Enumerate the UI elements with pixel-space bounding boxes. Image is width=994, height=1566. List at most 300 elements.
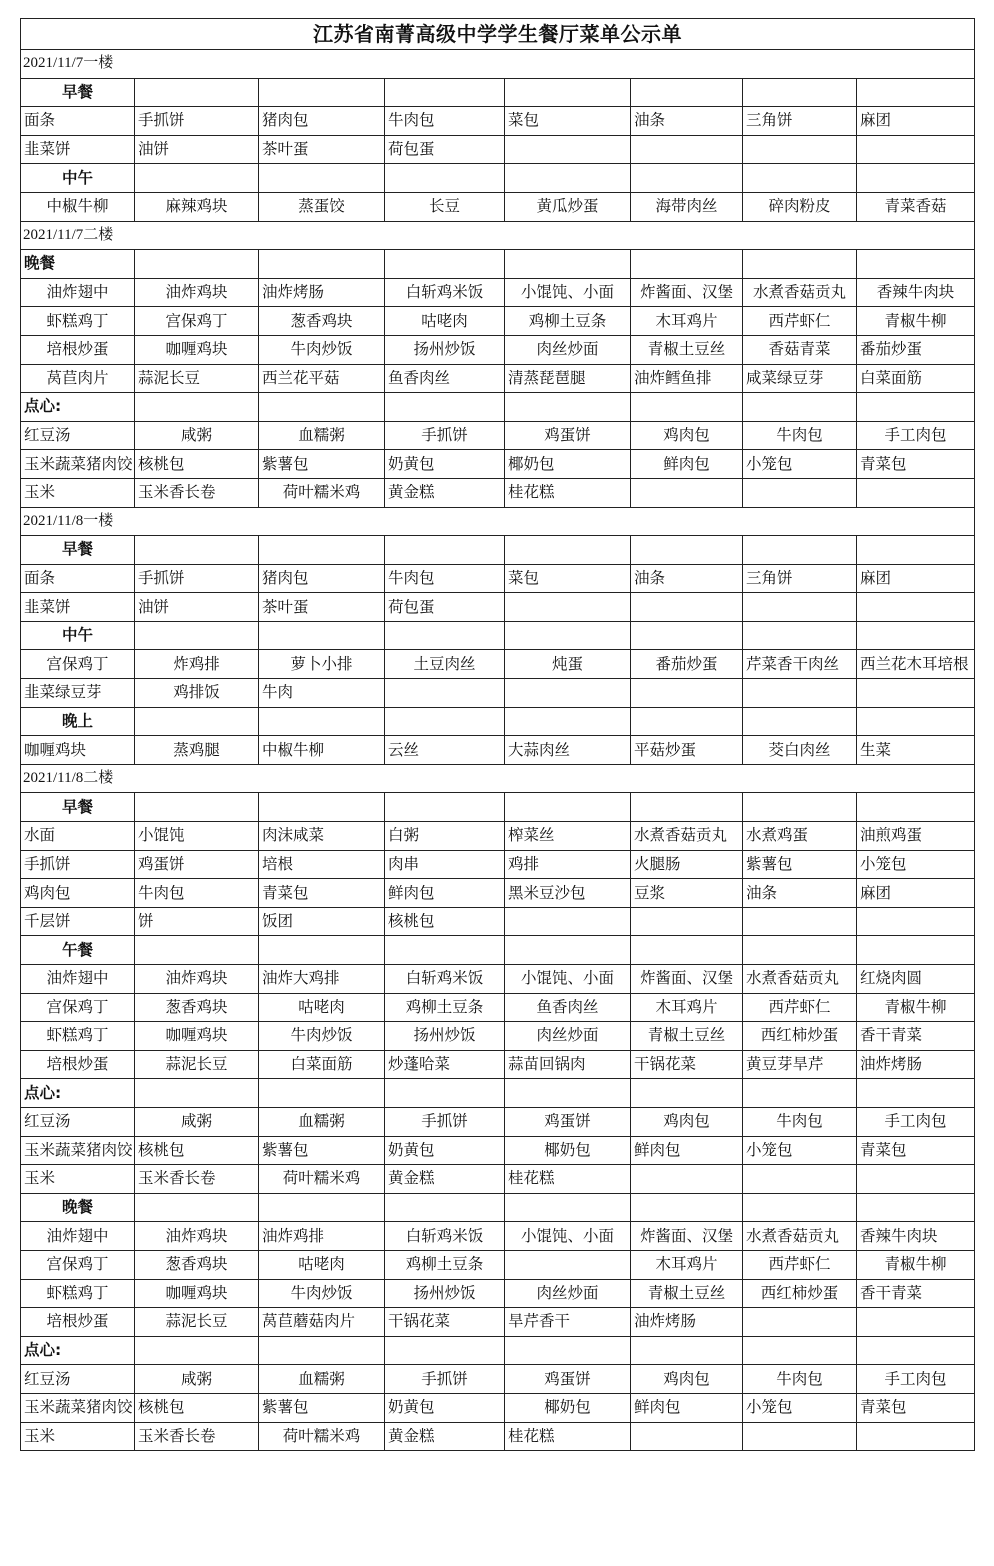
dish-name: 核桃包 <box>138 454 185 473</box>
dish-name: 肉丝炒面 <box>536 1026 599 1045</box>
menu-row <box>21 822 975 851</box>
dish-cell <box>385 1222 505 1251</box>
menu-row <box>21 679 975 708</box>
dish-cell <box>21 1222 135 1251</box>
empty-cell <box>259 164 385 193</box>
dish-cell <box>21 364 135 393</box>
empty-cell <box>857 621 975 650</box>
empty-cell <box>505 1336 631 1365</box>
dish-cell <box>135 421 259 450</box>
empty-cell <box>631 1336 743 1365</box>
dish-cell <box>259 478 385 507</box>
dish-name: 白菜面筋 <box>290 1055 353 1074</box>
dish-name: 麻团 <box>860 883 892 902</box>
dish-cell <box>259 135 385 164</box>
dish-name: 黄金糕 <box>388 483 435 502</box>
dish-name: 水面 <box>24 826 56 845</box>
dish-name: 云丝 <box>388 740 420 759</box>
empty-cell <box>505 1250 631 1279</box>
dish-cell <box>135 679 259 708</box>
dish-name: 菜包 <box>508 111 540 130</box>
menu-row <box>21 335 975 364</box>
empty-cell <box>743 593 857 622</box>
dish-cell <box>135 1165 259 1194</box>
dish-cell <box>259 679 385 708</box>
dish-name: 肉沫咸菜 <box>262 826 325 845</box>
empty-cell <box>743 250 857 279</box>
dish-cell <box>857 421 975 450</box>
dish-cell <box>505 335 631 364</box>
meal-label: 点心: <box>21 393 135 422</box>
dish-cell <box>21 1050 135 1079</box>
dish-name: 油炸翅中 <box>46 283 109 302</box>
dish-name: 玉米 <box>24 1426 56 1445</box>
empty-cell <box>259 250 385 279</box>
dish-cell <box>743 564 857 593</box>
dish-cell <box>21 478 135 507</box>
dish-name: 奶黄包 <box>388 1140 435 1159</box>
dish-name: 白斩鸡米饭 <box>405 1226 484 1245</box>
empty-cell <box>631 593 743 622</box>
dish-cell <box>259 1250 385 1279</box>
dish-cell <box>743 965 857 994</box>
dish-name: 油炸鳕鱼排 <box>634 368 712 387</box>
dish-cell <box>135 192 259 221</box>
dish-name: 鸡柳土豆条 <box>405 997 484 1016</box>
dish-cell <box>857 1365 975 1394</box>
dish-name: 血糯粥 <box>298 1112 345 1131</box>
dish-cell <box>259 1308 385 1337</box>
empty-cell <box>631 936 743 965</box>
dish-cell <box>21 564 135 593</box>
dish-cell <box>259 421 385 450</box>
menu-row <box>21 1422 975 1451</box>
dish-name: 炸酱面、汉堡 <box>639 969 733 988</box>
dish-name: 鲜肉包 <box>634 1398 681 1417</box>
dish-cell <box>505 1107 631 1136</box>
dish-cell <box>135 1050 259 1079</box>
dish-name: 萝卜小排 <box>290 654 353 673</box>
dish-name: 油煎鸡蛋 <box>860 826 923 845</box>
dish-cell <box>857 564 975 593</box>
dish-name: 黄豆芽旱芹 <box>746 1055 824 1074</box>
empty-cell <box>743 536 857 565</box>
dish-cell <box>385 593 505 622</box>
empty-cell <box>857 1308 975 1337</box>
menu-row <box>21 421 975 450</box>
dish-name: 桂花糕 <box>508 483 555 502</box>
dish-cell <box>21 1308 135 1337</box>
dish-name: 虾糕鸡丁 <box>46 311 109 330</box>
dish-cell <box>743 1050 857 1079</box>
empty-cell <box>259 393 385 422</box>
empty-cell <box>135 250 259 279</box>
empty-cell <box>857 1165 975 1194</box>
dish-name: 鸡肉包 <box>663 1112 710 1131</box>
dish-cell <box>385 650 505 679</box>
dish-cell <box>743 736 857 765</box>
dish-cell <box>505 364 631 393</box>
dish-name: 鸡柳土豆条 <box>528 311 607 330</box>
dish-cell <box>135 1393 259 1422</box>
dish-cell <box>857 192 975 221</box>
dish-cell <box>21 593 135 622</box>
dish-name: 火腿肠 <box>634 854 681 873</box>
dish-name: 油条 <box>746 883 778 902</box>
dish-name: 小馄饨 <box>138 826 185 845</box>
dish-cell <box>135 107 259 136</box>
dish-name: 黄金糕 <box>388 1169 435 1188</box>
dish-cell <box>259 192 385 221</box>
dish-cell <box>505 307 631 336</box>
menu-row <box>21 965 975 994</box>
empty-cell <box>385 621 505 650</box>
date-row <box>21 50 975 79</box>
empty-cell <box>743 793 857 822</box>
dish-name: 玉米蔬菜猪肉饺 <box>24 454 133 473</box>
empty-cell <box>505 135 631 164</box>
empty-cell <box>385 679 505 708</box>
dish-name: 荷叶糯米鸡 <box>282 1426 361 1445</box>
empty-cell <box>259 1336 385 1365</box>
dish-cell <box>631 1393 743 1422</box>
dish-cell <box>743 1279 857 1308</box>
dish-name: 牛肉包 <box>776 1369 823 1388</box>
dish-name: 鲜肉包 <box>663 454 710 473</box>
empty-cell <box>259 536 385 565</box>
menu-row <box>21 364 975 393</box>
dish-cell <box>631 1250 743 1279</box>
dish-name: 清蒸琵琶腿 <box>508 368 586 387</box>
dish-name: 鸡蛋饼 <box>544 1369 591 1388</box>
empty-cell <box>743 1422 857 1451</box>
empty-cell <box>135 78 259 107</box>
menu-row <box>21 450 975 479</box>
dish-name: 白粥 <box>388 826 420 845</box>
dish-name: 香辣牛肉块 <box>860 1226 938 1245</box>
dish-cell <box>505 1222 631 1251</box>
dish-name: 油炸翅中 <box>46 1226 109 1245</box>
dish-cell <box>743 450 857 479</box>
dish-cell <box>505 278 631 307</box>
empty-cell <box>857 536 975 565</box>
dish-name: 咸粥 <box>180 1369 212 1388</box>
dish-cell <box>857 107 975 136</box>
dish-cell <box>135 278 259 307</box>
meal-label: 晚餐 <box>21 1193 135 1222</box>
meal-header-row <box>21 393 975 422</box>
meal-header-row <box>21 1193 975 1222</box>
dish-name: 旱芹香干 <box>508 1312 571 1331</box>
dish-cell <box>259 1050 385 1079</box>
dish-cell <box>21 1250 135 1279</box>
empty-cell <box>857 78 975 107</box>
dish-cell <box>259 1393 385 1422</box>
dish-cell <box>21 135 135 164</box>
meal-header-row <box>21 250 975 279</box>
dish-cell <box>385 192 505 221</box>
dish-name: 青菜包 <box>860 454 907 473</box>
empty-cell <box>743 1308 857 1337</box>
dish-name: 牛肉炒饭 <box>290 1026 353 1045</box>
dish-cell <box>259 450 385 479</box>
dish-cell <box>743 822 857 851</box>
dish-cell <box>21 879 135 908</box>
dish-cell <box>743 1250 857 1279</box>
dish-cell <box>135 135 259 164</box>
dish-name: 青椒土豆丝 <box>647 1283 726 1302</box>
dish-name: 香干青菜 <box>860 1283 923 1302</box>
dish-name: 西红柿炒蛋 <box>760 1026 839 1045</box>
dish-cell <box>505 965 631 994</box>
dish-name: 蒜泥长豆 <box>165 1312 228 1331</box>
dish-name: 鲜肉包 <box>634 1140 681 1159</box>
dish-cell <box>631 1222 743 1251</box>
date-row <box>21 221 975 250</box>
empty-cell <box>135 621 259 650</box>
empty-cell <box>857 250 975 279</box>
empty-cell <box>857 793 975 822</box>
dish-cell <box>385 1365 505 1394</box>
dish-name: 白斩鸡米饭 <box>405 283 484 302</box>
dish-cell <box>135 650 259 679</box>
dish-cell <box>505 107 631 136</box>
empty-cell <box>505 1193 631 1222</box>
dish-cell <box>385 107 505 136</box>
dish-cell <box>21 965 135 994</box>
dish-cell <box>135 850 259 879</box>
dish-name: 油条 <box>634 111 666 130</box>
dish-cell <box>259 965 385 994</box>
dish-cell <box>631 850 743 879</box>
empty-cell <box>505 536 631 565</box>
dish-cell <box>259 307 385 336</box>
empty-cell <box>631 135 743 164</box>
dish-name: 手抓饼 <box>421 1112 468 1131</box>
dish-name: 猪肉包 <box>262 111 309 130</box>
empty-cell <box>743 164 857 193</box>
empty-cell <box>631 1165 743 1194</box>
dish-cell <box>259 335 385 364</box>
empty-cell <box>505 907 631 936</box>
empty-cell <box>505 78 631 107</box>
dish-name: 肉丝炒面 <box>536 340 599 359</box>
empty-cell <box>631 536 743 565</box>
dish-cell <box>631 364 743 393</box>
dish-cell <box>505 1022 631 1051</box>
dish-name: 青菜包 <box>860 1140 907 1159</box>
dish-name: 蒸鸡腿 <box>173 740 220 759</box>
page-title: 江苏省南菁高级中学学生餐厅菜单公示单 <box>21 19 975 50</box>
dish-name: 千层饼 <box>24 912 71 931</box>
dish-cell <box>385 564 505 593</box>
dish-cell <box>743 1365 857 1394</box>
dish-cell <box>259 564 385 593</box>
empty-cell <box>385 164 505 193</box>
empty-cell <box>259 793 385 822</box>
dish-cell <box>259 1279 385 1308</box>
dish-cell <box>135 1022 259 1051</box>
dish-name: 宫保鸡丁 <box>46 997 109 1016</box>
dish-cell <box>743 192 857 221</box>
dish-name: 桂花糕 <box>508 1426 555 1445</box>
dish-name: 小馄饨、小面 <box>520 283 614 302</box>
empty-cell <box>505 707 631 736</box>
empty-cell <box>857 707 975 736</box>
empty-cell <box>505 164 631 193</box>
dish-cell <box>743 1107 857 1136</box>
section-date-heading: 2021/11/7二楼 <box>21 221 975 250</box>
empty-cell <box>631 907 743 936</box>
dish-name: 油炸鸡块 <box>165 969 228 988</box>
dish-cell <box>505 478 631 507</box>
empty-cell <box>857 164 975 193</box>
dish-cell <box>631 1022 743 1051</box>
empty-cell <box>385 793 505 822</box>
dish-cell <box>21 1136 135 1165</box>
empty-cell <box>857 907 975 936</box>
dish-cell <box>743 1222 857 1251</box>
dish-name: 土豆肉丝 <box>413 654 476 673</box>
menu-row <box>21 1107 975 1136</box>
dish-cell <box>259 822 385 851</box>
dish-cell <box>135 1136 259 1165</box>
dish-cell <box>259 879 385 908</box>
empty-cell <box>743 907 857 936</box>
meal-label: 点心: <box>21 1079 135 1108</box>
dish-name: 扬州炒饭 <box>413 1026 476 1045</box>
dish-name: 咸粥 <box>180 1112 212 1131</box>
dish-cell <box>743 993 857 1022</box>
title-row <box>21 19 975 50</box>
dish-name: 玉米香长卷 <box>138 1169 216 1188</box>
dish-name: 菜包 <box>508 568 540 587</box>
dish-cell <box>743 650 857 679</box>
dish-name: 鸡排 <box>508 854 540 873</box>
dish-name: 麻团 <box>860 111 892 130</box>
dish-cell <box>259 650 385 679</box>
date-row <box>21 764 975 793</box>
dish-name: 核桃包 <box>388 912 435 931</box>
dish-name: 番茄炒蛋 <box>860 340 923 359</box>
dish-cell <box>21 1422 135 1451</box>
meal-label: 晚餐 <box>21 250 135 279</box>
dish-name: 西芹虾仁 <box>768 311 831 330</box>
dish-name: 番茄炒蛋 <box>655 654 718 673</box>
dish-name: 宫保鸡丁 <box>165 311 228 330</box>
dish-name: 生菜 <box>860 740 892 759</box>
empty-cell <box>857 593 975 622</box>
empty-cell <box>385 536 505 565</box>
dish-cell <box>857 1050 975 1079</box>
empty-cell <box>631 478 743 507</box>
dish-name: 培根炒蛋 <box>46 340 109 359</box>
empty-cell <box>135 1079 259 1108</box>
dish-name: 长豆 <box>428 197 460 216</box>
dish-cell <box>857 1222 975 1251</box>
dish-name: 油炸大鸡排 <box>262 969 340 988</box>
empty-cell <box>385 250 505 279</box>
dish-cell <box>385 965 505 994</box>
dish-name: 炒蓬哈菜 <box>388 1055 451 1074</box>
menu-row <box>21 1365 975 1394</box>
dish-name: 荷包蛋 <box>388 140 435 159</box>
dish-name: 红豆汤 <box>24 1369 71 1388</box>
menu-row <box>21 1250 975 1279</box>
dish-cell <box>385 736 505 765</box>
dish-name: 炖蛋 <box>551 654 583 673</box>
dish-cell <box>631 965 743 994</box>
section-date-heading: 2021/11/8一楼 <box>21 507 975 536</box>
meal-header-row <box>21 707 975 736</box>
dish-name: 平菇炒蛋 <box>634 740 697 759</box>
dish-name: 手抓饼 <box>138 568 185 587</box>
empty-cell <box>857 1193 975 1222</box>
dish-name: 牛肉包 <box>776 426 823 445</box>
meal-label: 晚上 <box>21 707 135 736</box>
dish-name: 韭菜饼 <box>24 140 71 159</box>
menu-row <box>21 650 975 679</box>
empty-cell <box>631 1422 743 1451</box>
dish-cell <box>631 1136 743 1165</box>
dish-cell <box>21 1393 135 1422</box>
dish-name: 木耳鸡片 <box>655 997 718 1016</box>
menu-row <box>21 564 975 593</box>
dish-cell <box>259 364 385 393</box>
dish-cell <box>385 1279 505 1308</box>
dish-cell <box>743 850 857 879</box>
dish-cell <box>631 450 743 479</box>
dish-cell <box>259 907 385 936</box>
dish-name: 青椒牛柳 <box>884 1255 947 1274</box>
empty-cell <box>631 393 743 422</box>
dish-name: 干锅花菜 <box>388 1312 451 1331</box>
dish-cell <box>631 1365 743 1394</box>
dish-cell <box>385 335 505 364</box>
dish-cell <box>505 1365 631 1394</box>
dish-name: 鸡肉包 <box>663 426 710 445</box>
dish-name: 油炸翅中 <box>46 969 109 988</box>
section-date-heading: 2021/11/8二楼 <box>21 764 975 793</box>
menu-row <box>21 1279 975 1308</box>
empty-cell <box>135 707 259 736</box>
dish-name: 宫保鸡丁 <box>46 1255 109 1274</box>
dish-cell <box>21 1107 135 1136</box>
dish-name: 咖喱鸡块 <box>24 740 87 759</box>
meal-header-row <box>21 793 975 822</box>
dish-cell <box>385 1393 505 1422</box>
dish-name: 莴苣肉片 <box>46 368 109 387</box>
empty-cell <box>631 707 743 736</box>
dish-name: 玉米 <box>24 1169 56 1188</box>
dish-cell <box>505 879 631 908</box>
dish-name: 血糯粥 <box>298 426 345 445</box>
dish-cell <box>857 822 975 851</box>
dish-cell <box>385 135 505 164</box>
dish-cell <box>505 1279 631 1308</box>
dish-name: 鸡蛋饼 <box>544 426 591 445</box>
dish-name: 手抓饼 <box>138 111 185 130</box>
dish-name: 油炸烤肠 <box>634 1312 697 1331</box>
meal-label: 中午 <box>21 164 135 193</box>
dish-cell <box>259 1365 385 1394</box>
dish-cell <box>505 421 631 450</box>
dish-name: 油炸鸡排 <box>262 1226 325 1245</box>
meal-header-row <box>21 164 975 193</box>
dish-name: 水煮香菇贡丸 <box>634 826 728 845</box>
dish-cell <box>21 1022 135 1051</box>
meal-header-row <box>21 936 975 965</box>
